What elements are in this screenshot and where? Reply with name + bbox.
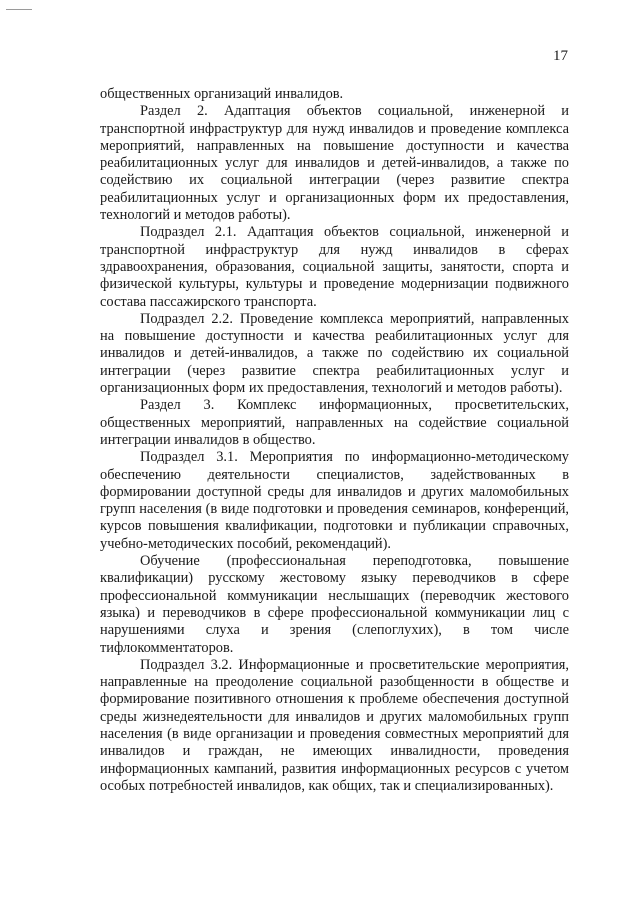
paragraph-section-3: Раздел 3. Комплекс информационных, просветительских, общественных мероприятий, направленных на содействие социальной интеграции инвалидов в общество. — [100, 397, 569, 448]
paragraph-subsection-2-2: Подраздел 2.2. Проведение комплекса мероприятий, направленных на повышение доступности и качества реабилитационных услуг для инвалидов и детей-инвалидов, а также по содействию их социальной интеграции (через развитие спектра реабилитационных услуг и организационных форм их предоставления, технологий и методов работы). — [100, 310, 569, 397]
paragraph-training: Обучение (профессиональная переподготовка, повышение квалификации) русскому жестовому языку переводчиков в сфере профессиональной коммуникации неслышащих (переводчик жестового языка) и переводчиков в сфере профессиональной коммуникации лиц с нарушениями слуха и зрения (слепоглухих), в том числе тифлокомментаторов. — [100, 553, 569, 656]
scan-corner-mark — [6, 9, 32, 10]
page-number: 17 — [553, 48, 568, 64]
paragraph-subsection-3-2: Подраздел 3.2. Информационные и просветительские мероприятия, направленные на преодоление социальной разобщенности в обществе и формирование позитивного отношения к проблеме обеспечения доступной среды жизнедеятельности для инвалидов и других маломобильных групп населения (в виде организации и проведения совместных мероприятий для инвалидов и граждан, не имеющих инвалидности, проведения информационных кампаний, развития информационных ресурсов с учетом особых потребностей инвалидов, как общих, так и специализированных). — [100, 656, 569, 794]
paragraph-continuation: общественных организаций инвалидов. — [100, 86, 344, 102]
paragraph-section-2: Раздел 2. Адаптация объектов социальной, инженерной и транспортной инфраструктур для нужд инвалидов и проведение комплекса мероприятий, направленных на повышение доступности и качества реабилитационных услуг для инвалидов и детей-инвалидов, а также по содействию их социальной интеграции (через развитие спектра реабилитационных услуг и организационных форм их предоставления, технологий и методов работы). — [100, 103, 569, 224]
document-body — [100, 86, 569, 795]
paragraph-subsection-2-1: Подраздел 2.1. Адаптация объектов социальной, инженерной и транспортной инфраструктур для нужд инвалидов в сферах здравоохранения, образования, социальной защиты, занятости, спорта и физической культуры, культуры и проведение модернизации подвижного состава пассажирского транспорта. — [100, 224, 569, 310]
paragraph-subsection-3-1: Подраздел 3.1. Мероприятия по информационно-методическому обеспечению деятельности специалистов, задействованных в формировании доступной среды для инвалидов и других маломобильных групп населения (в виде подготовки и проведения семинаров, конференций, курсов повышения квалификации, подготовки и публикации справочных, учебно-методических пособий, рекомендаций). — [100, 449, 569, 552]
